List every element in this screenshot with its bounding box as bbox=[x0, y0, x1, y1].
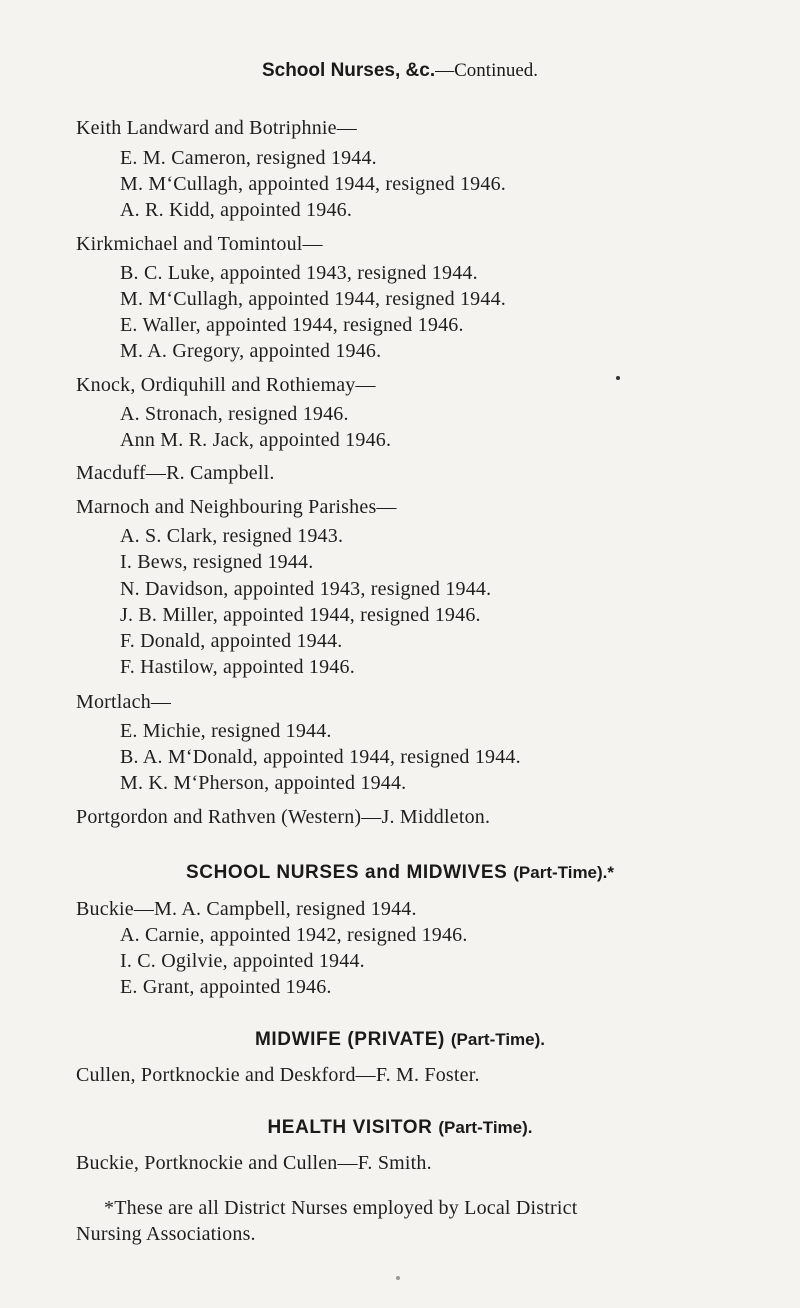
section-title-part-time-nurses bbox=[0, 862, 800, 884]
list-item: B. A. M‘Donald, appointed 1944, resigned 1944. bbox=[120, 746, 521, 768]
list-item: I. Bews, resigned 1944. bbox=[120, 551, 314, 573]
page-title bbox=[0, 60, 800, 82]
list-item: N. Davidson, appointed 1943, resigned 1944. bbox=[120, 578, 492, 600]
list-item: I. C. Ogilvie, appointed 1944. bbox=[120, 950, 365, 972]
list-item: M. K. M‘Pherson, appointed 1944. bbox=[120, 772, 407, 794]
list-item: F. Donald, appointed 1944. bbox=[120, 630, 343, 652]
list-item: B. C. Luke, appointed 1943, resigned 1944. bbox=[120, 262, 478, 284]
part-time-nurses-title: SCHOOL NURSES and MIDWIVES bbox=[185, 862, 508, 883]
health-visitor-line: Buckie, Portknockie and Cullen—F. Smith. bbox=[76, 1152, 432, 1174]
list-item: A. Carnie, appointed 1942, resigned 1946. bbox=[120, 924, 468, 946]
list-item: A. R. Kidd, appointed 1946. bbox=[120, 199, 353, 221]
midwife-private-title: MIDWIFE (PRIVATE) bbox=[254, 1029, 445, 1050]
list-item: E. M. Cameron, resigned 1944. bbox=[120, 147, 377, 169]
list-item: F. Hastilow, appointed 1946. bbox=[120, 656, 355, 678]
list-item: A. S. Clark, resigned 1943. bbox=[120, 525, 344, 547]
part-time-nurses-suffix: (Part-Time).* bbox=[513, 863, 615, 882]
section-heading-knock: Knock, Ordiquhill and Rothiemay— bbox=[76, 374, 376, 396]
list-item: E. Grant, appointed 1946. bbox=[120, 976, 332, 998]
part-time-first-line: Buckie—M. A. Campbell, resigned 1944. bbox=[76, 898, 417, 920]
list-item: M. A. Gregory, appointed 1946. bbox=[120, 340, 382, 362]
health-visitor-suffix: (Part-Time). bbox=[438, 1118, 533, 1137]
section-heading-marnoch: Marnoch and Neighbouring Parishes— bbox=[76, 496, 397, 518]
section-heading-kirkmichael: Kirkmichael and Tomintoul— bbox=[76, 233, 323, 255]
section-line-macduff: Macduff—R. Campbell. bbox=[76, 462, 275, 484]
health-visitor-title: HEALTH VISITOR bbox=[267, 1117, 433, 1138]
stray-dot bbox=[616, 376, 620, 380]
footnote-line-1: *These are all District Nurses employed by Local District bbox=[104, 1197, 578, 1219]
stray-dot bbox=[396, 1276, 400, 1280]
list-item: E. Waller, appointed 1944, resigned 1946. bbox=[120, 314, 464, 336]
section-title-health-visitor bbox=[0, 1117, 800, 1139]
midwife-private-line: Cullen, Portknockie and Deskford—F. M. Foster. bbox=[76, 1064, 480, 1086]
section-heading-mortlach: Mortlach— bbox=[76, 691, 172, 713]
list-item: M. M‘Cullagh, appointed 1944, resigned 1944. bbox=[120, 288, 506, 310]
section-title-midwife-private bbox=[0, 1029, 800, 1051]
footnote-line-2: Nursing Associations. bbox=[76, 1223, 256, 1245]
page-title-continued: —Continued. bbox=[435, 60, 539, 81]
page-title-text: School Nurses, &c. bbox=[261, 60, 436, 81]
list-item: E. Michie, resigned 1944. bbox=[120, 720, 332, 742]
list-item: A. Stronach, resigned 1946. bbox=[120, 403, 349, 425]
list-item: J. B. Miller, appointed 1944, resigned 1946. bbox=[120, 604, 481, 626]
list-item: Ann M. R. Jack, appointed 1946. bbox=[120, 429, 392, 451]
list-item: M. M‘Cullagh, appointed 1944, resigned 1946. bbox=[120, 173, 506, 195]
section-line-portgordon: Portgordon and Rathven (Western)—J. Middleton. bbox=[76, 806, 491, 828]
section-heading-keith: Keith Landward and Botriphnie— bbox=[76, 117, 357, 139]
midwife-private-suffix: (Part-Time). bbox=[450, 1030, 546, 1049]
